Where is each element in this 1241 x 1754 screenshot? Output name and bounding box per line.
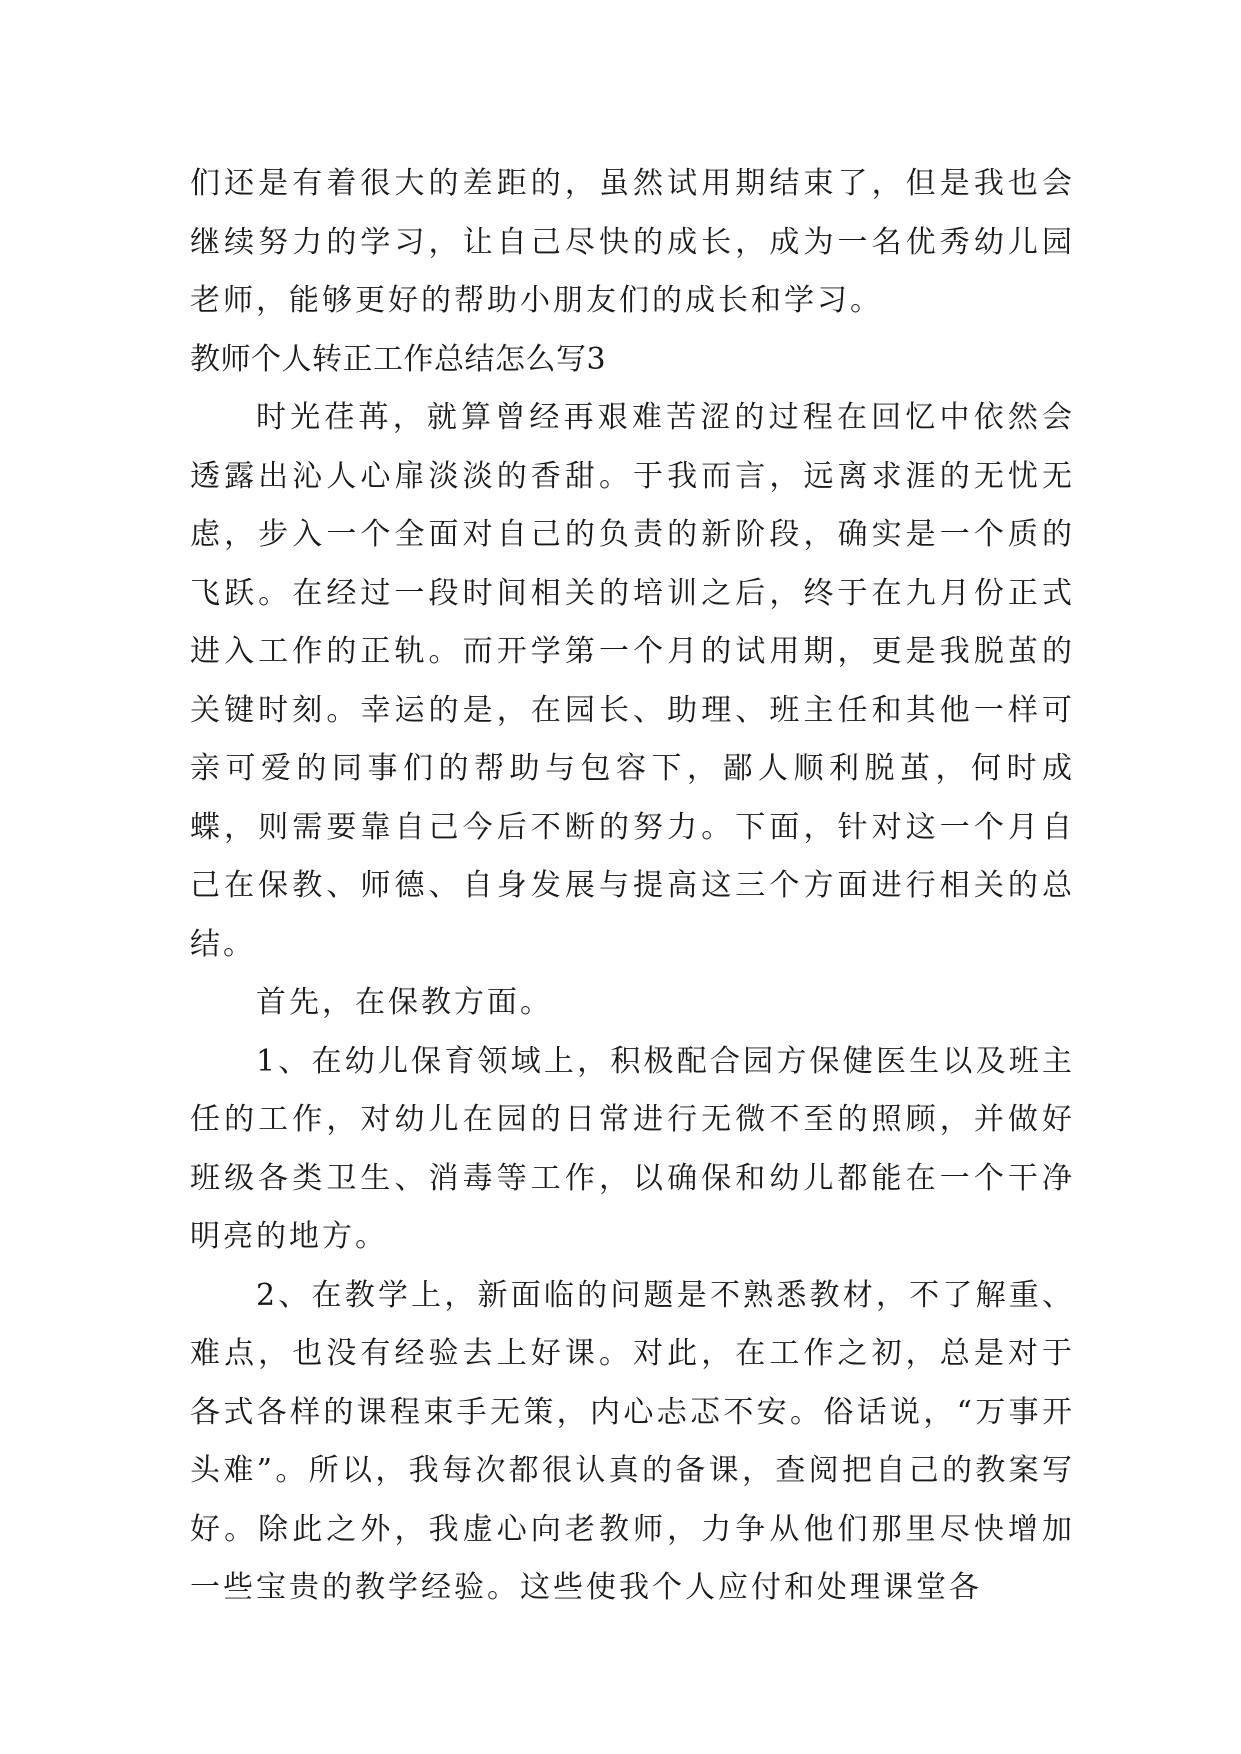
document-body <box>190 155 1075 1618</box>
continuation-paragraph: 们还是有着很大的差距的，虽然试用期结束了，但是我也会继续努力的学习，让自己尽快的成长，成为一名优秀幼儿园老师，能够更好的帮助小朋友们的成长和学习。 <box>190 166 1075 318</box>
paragraph-intro: 时光荏苒，就算曾经再艰难苦涩的过程在回忆中依然会透露出沁人心扉淡淡的香甜。于我而言，远离求涯的无忧无虑，步入一个全面对自己的负责的新阶段，确实是一个质的飞跃。在经过一段时间相关的培训之后，终于在九月份正式进入工作的正轨。而开学第一个月的试用期，更是我脱茧的关键时刻。幸运的是，在园长、助理、班主任和其他一样可亲可爱的同事们的帮助与包容下，鄙人顺利脱茧，何时成蝶，则需要靠自己今后不断的努力。下面，针对这一个月自己在保教、师德、自身发展与提高这三个方面进行相关的总结。 <box>190 400 1075 962</box>
paragraph-item-2: 2、在教学上，新面临的问题是不熟悉教材，不了解重、难点，也没有经验去上好课。对此，在工作之初，总是对于各式各样的课程束手无策，内心忐忑不安。俗话说，“万事开头难”。所以，我每次都很认真的备课，查阅把自己的教案写好。除此之外，我虚心向老教师，力争从他们那里尽快增加一些宝贵的教学经验。这些使我个人应付和处理课堂各 <box>190 1277 1075 1605</box>
paragraph-first-point: 首先，在保教方面。 <box>256 985 553 1020</box>
paragraph-item-1: 1、在幼儿保育领域上，积极配合园方保健医生以及班主任的工作，对幼儿在园的日常进行无微不至的照顾，并做好班级各类卫生、消毒等工作，以确保和幼儿都能在一个干净明亮的地方。 <box>190 1043 1075 1254</box>
section-heading: 教师个人转正工作总结怎么写3 <box>190 341 607 377</box>
